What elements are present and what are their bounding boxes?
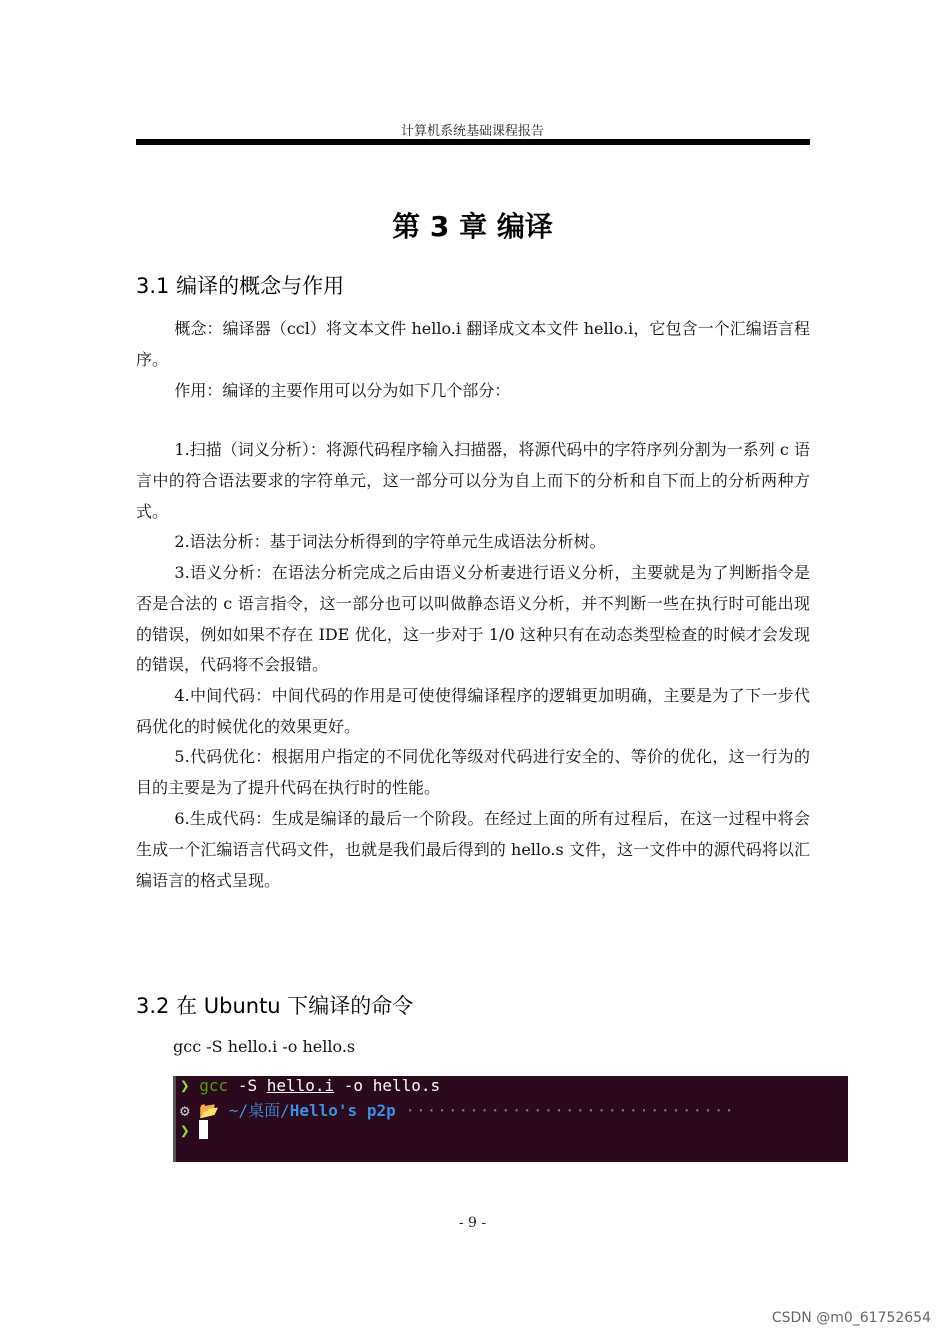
terminal-screenshot <box>173 1076 848 1162</box>
chapter-title: 第 3 章 编译 <box>392 210 553 243</box>
prompt-arrow-icon: ❯ <box>180 1076 190 1095</box>
watermark: CSDN @m0_61752654 <box>771 1310 931 1326</box>
section-3-1-title: 3.1 编译的概念与作用 <box>136 274 345 298</box>
prompt-arrow-icon: ❯ <box>180 1121 190 1140</box>
terminal-line-command <box>180 1076 440 1095</box>
command-flag: -S <box>228 1076 267 1095</box>
header-rule <box>136 139 810 145</box>
path-directory: Hello's p2p <box>289 1101 396 1120</box>
concept-paragraph: 概念：编译器（ccl）将文本文件 hello.i 翻译成文本文件 hello.i，它包含一个汇编语言程序。 <box>136 319 810 369</box>
command-rest: -o hello.s <box>334 1076 441 1095</box>
role-intro-paragraph: 作用：编译的主要作用可以分为如下几个部分： <box>174 381 511 400</box>
cursor <box>199 1120 208 1139</box>
terminal-line-input[interactable] <box>180 1120 208 1140</box>
command-file: hello.i <box>266 1076 335 1095</box>
terminal-line-path <box>180 1098 735 1121</box>
section-3-2-title: 3.2 在 Ubuntu 下编译的命令 <box>136 994 414 1018</box>
item-3-paragraph: 3.语义分析：在语法分析完成之后由语义分析妻进行语义分析，主要就是为了判断指令是否是合法的 c 语言指令，这一部分也可以叫做静态语义分析，并不判断一些在执行时可能出现的错误，例如如果不存在 IDE 优化，这一步对于 1/0 这种只有在动态类型检查的时候才会发现的错误，代码将不会报错。 <box>136 563 810 675</box>
item-5-paragraph: 5.代码优化：根据用户指定的不同优化等级对代码进行安全的、等价的优化，这一行为的目的主要是为了提升代码在执行时的性能。 <box>136 747 810 797</box>
ubuntu-icon: ⚙ <box>180 1101 190 1120</box>
path-prefix: ~/桌面/ <box>228 1101 290 1120</box>
item-2-paragraph: 2.语法分析：基于词法分析得到的字符单元生成语法分析树。 <box>174 532 606 551</box>
item-4-paragraph: 4.中间代码：中间代码的作用是可使使得编译程序的逻辑更加明确，主要是为了下一步代码优化的时候优化的效果更好。 <box>136 686 810 736</box>
item-1-paragraph: 1.扫描（词义分析）：将源代码程序输入扫描器，将源代码中的字符序列分割为一系列 c 语言中的符合语法要求的字符单元，这一部分可以分为自上而下的分析和自下而上的分析两种方式。 <box>136 440 810 521</box>
running-header: 计算机系统基础课程报告 <box>400 124 544 139</box>
page-number: - 9 - <box>458 1215 487 1231</box>
prompt-filler: ······························· <box>405 1101 735 1120</box>
command-name: gcc <box>199 1076 229 1095</box>
item-6-paragraph: 6.生成代码：生成是编译的最后一个阶段。在经过上面的所有过程后，在这一过程中将会生成一个汇编语言代码文件，也就是我们最后得到的 hello.s 文件，这一文件中的源代码将以汇编语言的格式呈现。 <box>136 809 810 890</box>
compile-command-text: gcc -S hello.i -o hello.s <box>173 1037 356 1056</box>
folder-icon: 📂 <box>199 1101 220 1120</box>
